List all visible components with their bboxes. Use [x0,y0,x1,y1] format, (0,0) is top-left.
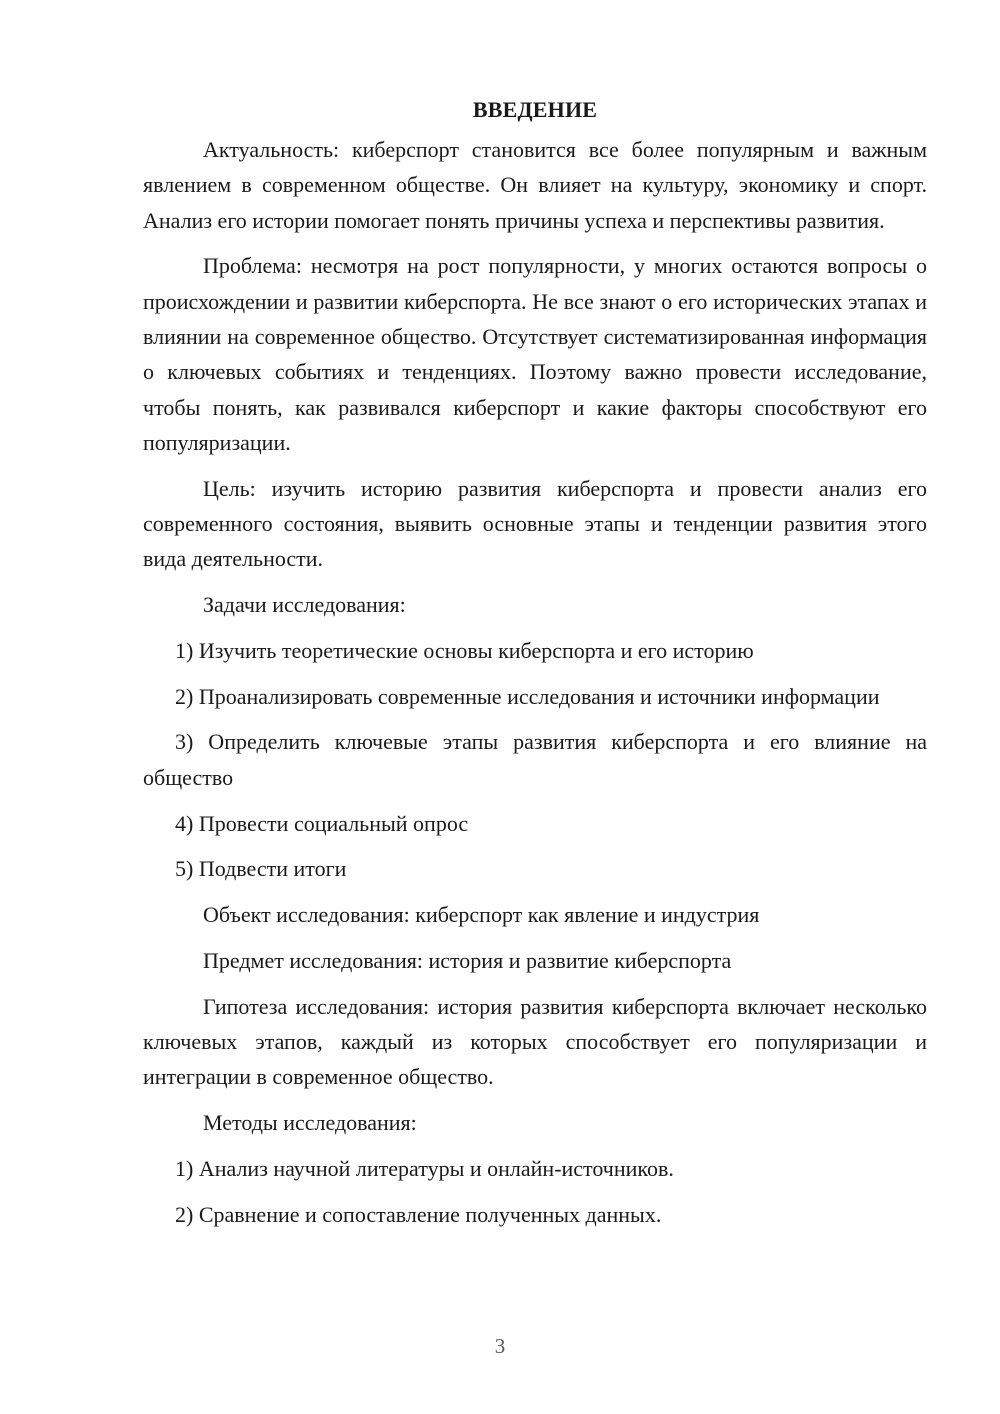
list-item-task-2: 2) Проанализировать современные исследования и источники информации [175,683,880,709]
paragraph-hypothesis: Гипотеза исследования: история развития киберспорта включает несколько ключевых этапов, каждый из которых способствует его популяризации и интеграции в современное общество. [143,993,927,1090]
list-item-task-1: 1) Изучить теоретические основы киберспорта и его историю [175,637,754,663]
paragraph-relevance: Актуальность: киберспорт становится все более популярным и важным явлением в современном обществе. Он влияет на культуру, экономику и спорт. Анализ его истории помогает понять причины успеха и перспективы развития. [143,137,927,233]
list-item-method-2: 2) Сравнение и сопоставление полученных данных. [175,1201,662,1227]
paragraph-problem: Проблема: несмотря на рост популярности, у многих остаются вопросы о происхождении и развитии киберспорта. Не все знают о его исторических этапах и влиянии на современное общество. Отсутствует систематизированная информация о ключевых событиях и тенденциях. Поэтому важно провести исследование, чтобы понять, как развивался киберспорт и какие факторы способствуют его популяризации. [143,253,927,455]
list-item-method-1: 1) Анализ научной литературы и онлайн-источников. [175,1155,674,1181]
paragraph-tasks-heading: Задачи исследования: [203,592,406,618]
section-title: ВВЕДЕНИЕ [472,97,598,122]
paragraph-object: Объект исследования: киберспорт как явление и индустрия [203,902,760,928]
page-number: 3 [494,1334,506,1358]
paragraph-methods-heading: Методы исследования: [203,1110,417,1136]
paragraph-goal: Цель: изучить историю развития киберспорта и провести анализ его современного состояния, выявить основные этапы и тенденции развития этого вида деятельности. [143,475,927,572]
paragraph-subject: Предмет исследования: история и развитие киберспорта [203,947,732,973]
document-page [143,94,927,1243]
list-item-task-3: 3) Определить ключевые этапы развития киберспорта и его влияние на общество [143,729,927,790]
list-item-task-4: 4) Провести социальный опрос [175,810,469,836]
list-item-task-5: 5) Подвести итоги [175,856,347,882]
